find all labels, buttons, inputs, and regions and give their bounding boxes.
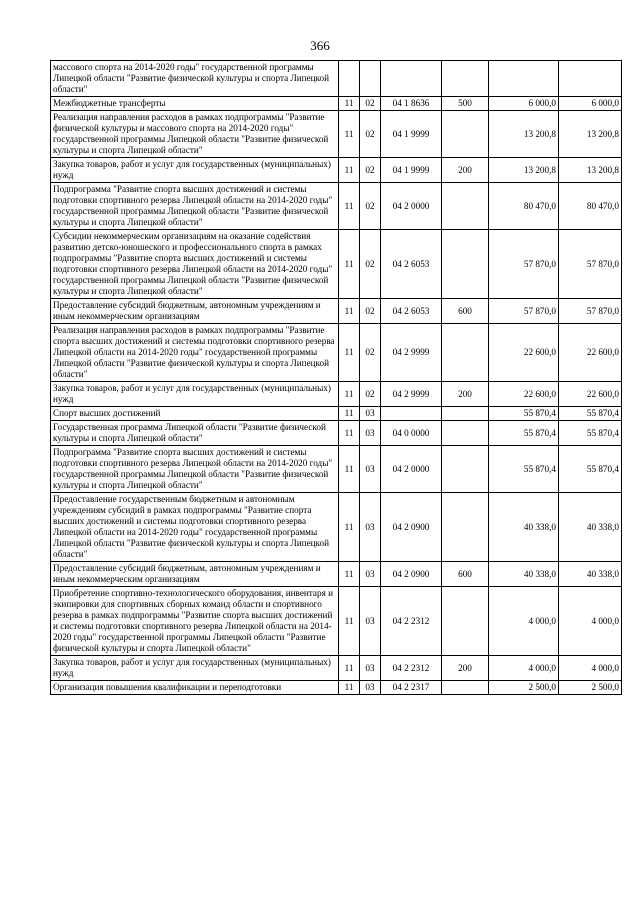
section-code-cell: 11 — [339, 382, 360, 407]
amount-total-cell: 4 000,0 — [559, 587, 622, 656]
table-row — [51, 407, 622, 421]
target-article-cell — [381, 61, 442, 97]
amount-cell: 55 870,4 — [489, 446, 559, 493]
amount-total-cell: 22 600,0 — [559, 382, 622, 407]
subsection-code-cell — [360, 61, 381, 97]
section-code-cell: 11 — [339, 562, 360, 587]
row-name-cell: Закупка товаров, работ и услуг для государственных (муниципальных) нужд — [51, 158, 339, 183]
amount-total-cell: 57 870,0 — [559, 299, 622, 324]
section-code-cell: 11 — [339, 421, 360, 446]
table-row — [51, 183, 622, 230]
amount-cell: 2 500,0 — [489, 681, 559, 695]
target-article-cell — [381, 407, 442, 421]
table-row — [51, 562, 622, 587]
amount-cell: 55 870,4 — [489, 407, 559, 421]
amount-total-cell: 55 870,4 — [559, 407, 622, 421]
subsection-code-cell: 03 — [360, 421, 381, 446]
target-article-cell: 04 2 0000 — [381, 183, 442, 230]
amount-total-cell — [559, 61, 622, 97]
table-row — [51, 158, 622, 183]
subsection-code-cell: 03 — [360, 446, 381, 493]
expense-type-cell: 500 — [442, 97, 489, 111]
row-name-cell: Государственная программа Липецкой области "Развитие физической культуры и спорта Липецкой области" — [51, 421, 339, 446]
table-row — [51, 111, 622, 158]
row-name-cell: Предоставление субсидий бюджетным, автономным учреждениям и иным некоммерческим организациям — [51, 562, 339, 587]
amount-cell: 22 600,0 — [489, 324, 559, 382]
row-name-cell: Межбюджетные трансферты — [51, 97, 339, 111]
target-article-cell: 04 2 9999 — [381, 382, 442, 407]
target-article-cell: 04 2 2312 — [381, 656, 442, 681]
subsection-code-cell: 02 — [360, 324, 381, 382]
row-name-cell: Приобретение спортивно-технологического оборудования, инвентаря и экипировки для спортивных сборных команд области и спортивного резерва в рамках подпрограммы "Развитие спорта высших достижений и системы подготовки спортивного резерва Липецкой области на 2014-2020 годы" государственной программы Липецкой области "Развитие физической культуры и спорта Липецкой области" — [51, 587, 339, 656]
target-article-cell: 04 2 6053 — [381, 299, 442, 324]
row-name-cell: Субсидии некоммерческим организациям на оказание содействия развитию детско-юношеского и профессионального спорта в рамках подпрограммы "Развитие спорта высших достижений и системы подготовки спортивного резерва Липецкой области на 2014-2020 годы" государственной программы Липецкой области "Развитие физической культуры и спорта Липецкой области" — [51, 230, 339, 299]
subsection-code-cell: 03 — [360, 681, 381, 695]
amount-total-cell: 6 000,0 — [559, 97, 622, 111]
expense-type-cell: 600 — [442, 299, 489, 324]
expense-type-cell — [442, 183, 489, 230]
table-row — [51, 299, 622, 324]
row-name-cell: массового спорта на 2014-2020 годы" государственной программы Липецкой области "Развитие физической культуры и спорта Липецкой области" — [51, 61, 339, 97]
row-name-cell: Организация повышения квалификации и переподготовки — [51, 681, 339, 695]
amount-total-cell: 55 870,4 — [559, 446, 622, 493]
subsection-code-cell: 02 — [360, 299, 381, 324]
subsection-code-cell: 02 — [360, 111, 381, 158]
row-name-cell: Предоставление государственным бюджетным и автономным учреждениям субсидий в рамках подпрограммы "Развитие спорта высших достижений и системы подготовки спортивного резерва Липецкой области на 2014-2020 годы" государственной программы Липецкой области "Развитие физической культуры и спорта Липецкой области" — [51, 493, 339, 562]
target-article-cell: 04 2 2317 — [381, 681, 442, 695]
amount-cell: 57 870,0 — [489, 230, 559, 299]
expense-type-cell — [442, 111, 489, 158]
expense-type-cell — [442, 446, 489, 493]
amount-cell: 55 870,4 — [489, 421, 559, 446]
table-row — [51, 230, 622, 299]
amount-cell: 4 000,0 — [489, 656, 559, 681]
table-row — [51, 681, 622, 695]
page-number: 366 — [310, 38, 330, 53]
section-code-cell: 11 — [339, 299, 360, 324]
subsection-code-cell: 03 — [360, 407, 381, 421]
expense-type-cell — [442, 324, 489, 382]
amount-total-cell: 2 500,0 — [559, 681, 622, 695]
section-code-cell: 11 — [339, 681, 360, 695]
expense-type-cell — [442, 493, 489, 562]
section-code-cell — [339, 61, 360, 97]
expense-type-cell: 200 — [442, 656, 489, 681]
subsection-code-cell: 03 — [360, 656, 381, 681]
amount-total-cell: 55 870,4 — [559, 421, 622, 446]
amount-cell: 13 200,8 — [489, 158, 559, 183]
row-name-cell: Закупка товаров, работ и услуг для государственных (муниципальных) нужд — [51, 382, 339, 407]
expense-type-cell: 200 — [442, 158, 489, 183]
expense-type-cell — [442, 230, 489, 299]
section-code-cell: 11 — [339, 407, 360, 421]
row-name-cell: Спорт высших достижений — [51, 407, 339, 421]
target-article-cell: 04 1 8636 — [381, 97, 442, 111]
target-article-cell: 04 2 9999 — [381, 324, 442, 382]
budget-table — [50, 60, 622, 695]
target-article-cell: 04 1 9999 — [381, 111, 442, 158]
table-row — [51, 493, 622, 562]
amount-total-cell: 13 200,8 — [559, 111, 622, 158]
section-code-cell: 11 — [339, 324, 360, 382]
amount-cell: 13 200,8 — [489, 111, 559, 158]
expense-type-cell — [442, 61, 489, 97]
target-article-cell: 04 1 9999 — [381, 158, 442, 183]
subsection-code-cell: 02 — [360, 382, 381, 407]
section-code-cell: 11 — [339, 158, 360, 183]
amount-cell: 4 000,0 — [489, 587, 559, 656]
amount-total-cell: 40 338,0 — [559, 562, 622, 587]
amount-cell: 22 600,0 — [489, 382, 559, 407]
amount-cell: 40 338,0 — [489, 493, 559, 562]
subsection-code-cell: 03 — [360, 562, 381, 587]
target-article-cell: 04 2 0900 — [381, 562, 442, 587]
table-row — [51, 446, 622, 493]
table-row — [51, 324, 622, 382]
section-code-cell: 11 — [339, 446, 360, 493]
table-row — [51, 656, 622, 681]
section-code-cell: 11 — [339, 656, 360, 681]
section-code-cell: 11 — [339, 587, 360, 656]
subsection-code-cell: 02 — [360, 230, 381, 299]
row-name-cell: Предоставление субсидий бюджетным, автономным учреждениям и иным некоммерческим организациям — [51, 299, 339, 324]
target-article-cell: 04 2 0000 — [381, 446, 442, 493]
subsection-code-cell: 03 — [360, 587, 381, 656]
table-row — [51, 587, 622, 656]
row-name-cell: Реализация направления расходов в рамках подпрограммы "Развитие спорта высших достижений и системы подготовки спортивного резерва Липецкой области на 2014-2020 годы" государственной программы Липецкой области "Развитие физической культуры и спорта Липецкой области" — [51, 324, 339, 382]
section-code-cell: 11 — [339, 111, 360, 158]
section-code-cell: 11 — [339, 493, 360, 562]
target-article-cell: 04 2 2312 — [381, 587, 442, 656]
subsection-code-cell: 02 — [360, 183, 381, 230]
row-name-cell: Реализация направления расходов в рамках подпрограммы "Развитие физической культуры и массового спорта на 2014-2020 годы" государственной программы Липецкой области "Развитие физической культуры и спорта Липецкой области" — [51, 111, 339, 158]
table-row — [51, 61, 622, 97]
table-row — [51, 421, 622, 446]
amount-total-cell: 57 870,0 — [559, 230, 622, 299]
target-article-cell: 04 2 6053 — [381, 230, 442, 299]
subsection-code-cell: 02 — [360, 158, 381, 183]
section-code-cell: 11 — [339, 230, 360, 299]
expense-type-cell — [442, 421, 489, 446]
amount-cell: 6 000,0 — [489, 97, 559, 111]
section-code-cell: 11 — [339, 97, 360, 111]
row-name-cell: Подпрограмма "Развитие спорта высших достижений и системы подготовки спортивного резерва Липецкой области на 2014-2020 годы" государственной программы Липецкой области "Развитие физической культуры и спорта Липецкой области" — [51, 446, 339, 493]
expense-type-cell — [442, 681, 489, 695]
expense-type-cell: 200 — [442, 382, 489, 407]
amount-cell: 80 470,0 — [489, 183, 559, 230]
amount-total-cell: 4 000,0 — [559, 656, 622, 681]
subsection-code-cell: 03 — [360, 493, 381, 562]
amount-cell: 40 338,0 — [489, 562, 559, 587]
amount-cell — [489, 61, 559, 97]
target-article-cell: 04 2 0900 — [381, 493, 442, 562]
amount-cell: 57 870,0 — [489, 299, 559, 324]
target-article-cell: 04 0 0000 — [381, 421, 442, 446]
table-row — [51, 382, 622, 407]
amount-total-cell: 22 600,0 — [559, 324, 622, 382]
table-row — [51, 97, 622, 111]
row-name-cell: Закупка товаров, работ и услуг для государственных (муниципальных) нужд — [51, 656, 339, 681]
amount-total-cell: 40 338,0 — [559, 493, 622, 562]
expense-type-cell — [442, 587, 489, 656]
expense-type-cell: 600 — [442, 562, 489, 587]
expense-type-cell — [442, 407, 489, 421]
budget-table-body — [51, 61, 622, 695]
section-code-cell: 11 — [339, 183, 360, 230]
amount-total-cell: 80 470,0 — [559, 183, 622, 230]
row-name-cell: Подпрограмма "Развитие спорта высших достижений и системы подготовки спортивного резерва Липецкой области на 2014-2020 годы" государственной программы Липецкой области "Развитие физической культуры и спорта Липецкой области" — [51, 183, 339, 230]
subsection-code-cell: 02 — [360, 97, 381, 111]
amount-total-cell: 13 200,8 — [559, 158, 622, 183]
